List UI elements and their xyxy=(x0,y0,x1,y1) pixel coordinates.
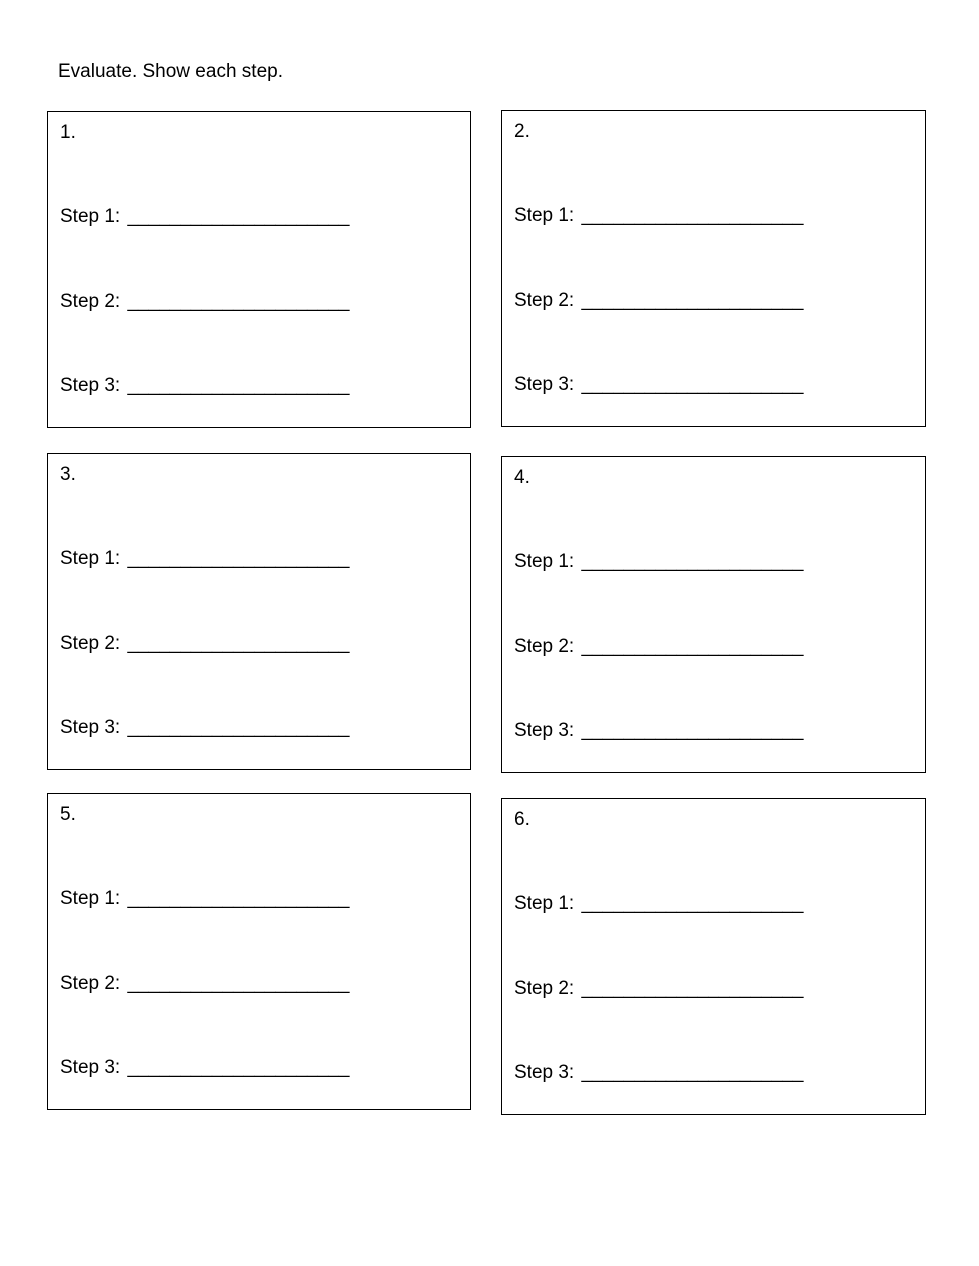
problem-number: 1. xyxy=(60,122,76,143)
step-row-1 xyxy=(514,550,803,574)
answer-blank[interactable]: _____________________ xyxy=(581,720,804,741)
answer-blank[interactable]: _____________________ xyxy=(127,633,350,654)
problem-number: 3. xyxy=(60,464,76,485)
step-row-1 xyxy=(60,887,349,911)
answer-blank[interactable]: _____________________ xyxy=(127,717,350,738)
step-label: Step 3: xyxy=(60,1057,121,1078)
step-label: Step 2: xyxy=(514,978,575,999)
answer-blank[interactable]: _____________________ xyxy=(581,551,804,572)
step-label: Step 1: xyxy=(60,548,121,569)
step-row-3 xyxy=(514,719,803,743)
step-label: Step 1: xyxy=(60,206,121,227)
step-row-1 xyxy=(514,892,803,916)
answer-blank[interactable]: _____________________ xyxy=(581,374,804,395)
answer-blank[interactable]: _____________________ xyxy=(127,548,350,569)
worksheet-instructions: Evaluate. Show each step. xyxy=(58,61,283,82)
step-label: Step 2: xyxy=(60,973,121,994)
step-label: Step 1: xyxy=(514,205,575,226)
step-row-1 xyxy=(514,204,803,228)
step-label: Step 2: xyxy=(514,290,575,311)
step-row-1 xyxy=(60,205,349,229)
step-label: Step 1: xyxy=(514,893,575,914)
problem-box-4 xyxy=(501,456,926,773)
answer-blank[interactable]: _____________________ xyxy=(581,978,804,999)
step-label: Step 3: xyxy=(60,717,121,738)
step-label: Step 1: xyxy=(60,888,121,909)
answer-blank[interactable]: _____________________ xyxy=(581,205,804,226)
answer-blank[interactable]: _____________________ xyxy=(127,206,350,227)
answer-blank[interactable]: _____________________ xyxy=(127,1057,350,1078)
problem-number: 4. xyxy=(514,467,530,488)
answer-blank[interactable]: _____________________ xyxy=(127,291,350,312)
problem-box-6 xyxy=(501,798,926,1115)
step-label: Step 3: xyxy=(514,1062,575,1083)
step-label: Step 2: xyxy=(60,633,121,654)
problem-box-5 xyxy=(47,793,471,1110)
problem-box-3 xyxy=(47,453,471,770)
step-label: Step 2: xyxy=(514,636,575,657)
step-label: Step 2: xyxy=(60,291,121,312)
problem-number: 5. xyxy=(60,804,76,825)
problem-number: 2. xyxy=(514,121,530,142)
answer-blank[interactable]: _____________________ xyxy=(581,636,804,657)
problem-box-1 xyxy=(47,111,471,428)
step-row-1 xyxy=(60,547,349,571)
step-row-2 xyxy=(60,972,349,996)
step-row-2 xyxy=(514,635,803,659)
step-label: Step 3: xyxy=(60,375,121,396)
step-label: Step 3: xyxy=(514,720,575,741)
problem-box-2 xyxy=(501,110,926,427)
answer-blank[interactable]: _____________________ xyxy=(127,375,350,396)
step-row-3 xyxy=(514,373,803,397)
step-row-3 xyxy=(514,1061,803,1085)
step-row-2 xyxy=(60,632,349,656)
answer-blank[interactable]: _____________________ xyxy=(127,973,350,994)
step-row-3 xyxy=(60,1056,349,1080)
step-row-2 xyxy=(60,290,349,314)
answer-blank[interactable]: _____________________ xyxy=(581,1062,804,1083)
problem-number: 6. xyxy=(514,809,530,830)
step-row-2 xyxy=(514,289,803,313)
step-label: Step 3: xyxy=(514,374,575,395)
step-row-2 xyxy=(514,977,803,1001)
step-row-3 xyxy=(60,374,349,398)
step-label: Step 1: xyxy=(514,551,575,572)
answer-blank[interactable]: _____________________ xyxy=(581,893,804,914)
step-row-3 xyxy=(60,716,349,740)
answer-blank[interactable]: _____________________ xyxy=(127,888,350,909)
answer-blank[interactable]: _____________________ xyxy=(581,290,804,311)
